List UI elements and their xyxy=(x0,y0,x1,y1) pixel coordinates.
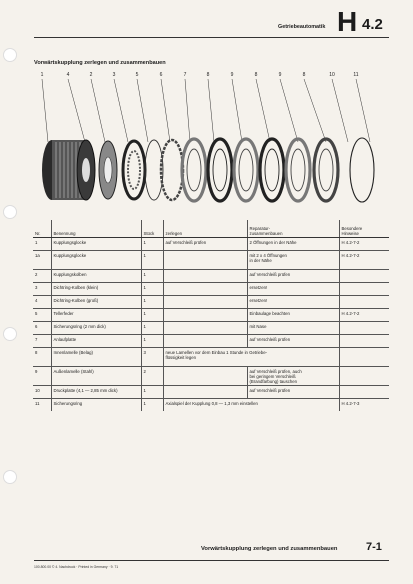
cell-zerlegen: auf Verschleiß prüfen xyxy=(163,238,247,251)
cell-stueck: 1 xyxy=(141,270,163,283)
leader-line xyxy=(42,79,48,142)
clutch-disc-lined xyxy=(234,139,258,201)
cell-zusammenbauen: Einbaulage beachten xyxy=(247,309,339,322)
cell-nr: 8 xyxy=(33,348,51,367)
cell-hinweise xyxy=(339,283,389,296)
cell-stueck: 2 xyxy=(141,367,163,386)
callout-label: 10 xyxy=(329,72,335,78)
callout-label: 6 xyxy=(159,72,163,78)
clutch-disc-lined-inner xyxy=(187,149,201,191)
footer-imprint: 100.800.00 © 4. Nachdruck · Printed in Germany · 9. 71 xyxy=(34,565,119,569)
callout-label: 3 xyxy=(112,72,116,78)
header-rule xyxy=(34,37,389,38)
callout-label: 7 xyxy=(183,72,187,78)
cell-hinweise xyxy=(339,270,389,283)
punch-hole-middle xyxy=(3,205,17,219)
cell-zusammenbauen: mit 2 x 4 Öffnungen in der Nähe xyxy=(247,251,339,270)
cell-zerlegen xyxy=(163,283,247,296)
table-row xyxy=(33,322,389,335)
steel-plate xyxy=(260,139,284,201)
belleville-spring xyxy=(123,141,145,199)
cell-zerlegen xyxy=(163,296,247,309)
table-row xyxy=(33,283,389,296)
table-row xyxy=(33,386,389,399)
cell-zerlegen xyxy=(163,367,247,386)
steel-plate-inner xyxy=(213,149,227,191)
leader-line xyxy=(114,79,128,142)
punch-hole-lower xyxy=(3,327,17,341)
footer-title: Vorwärtskupplung zerlegen und zusammenbauen xyxy=(201,546,338,552)
cell-nr: 9 xyxy=(33,367,51,386)
callout-label: 9 xyxy=(278,72,282,78)
clutch-disc-lined xyxy=(286,139,310,201)
callout-label: 8 xyxy=(206,72,210,78)
cell-benennung: Innenlamelle (Belag) xyxy=(51,348,141,367)
callout-label: 5 xyxy=(135,72,139,78)
cell-nr: 1a xyxy=(33,251,51,270)
cell-hinweise xyxy=(339,386,389,399)
clutch-disc-lined-inner xyxy=(291,149,305,191)
footer-rule xyxy=(34,560,389,561)
clutch-disc-lined xyxy=(182,139,206,201)
cell-zerlegen xyxy=(163,322,247,335)
cell-zusammenbauen: ersetzen! xyxy=(247,296,339,309)
leader-line xyxy=(161,79,170,142)
col-zerlegen: zerlegen xyxy=(163,220,247,238)
col-nr: Nr. xyxy=(33,220,51,238)
callout-label: 8 xyxy=(254,72,258,78)
cell-zerlegen xyxy=(163,309,247,322)
header-number: 4.2 xyxy=(362,16,383,33)
leader-line xyxy=(232,79,242,142)
leader-line xyxy=(91,79,105,142)
thrust-plate xyxy=(161,140,183,200)
cell-benennung: Kupplungsglocke xyxy=(51,238,141,251)
table-row xyxy=(33,348,389,367)
col-stueck: Stück xyxy=(141,220,163,238)
table-row xyxy=(33,251,389,270)
cell-benennung: Tellerfeder xyxy=(51,309,141,322)
cell-zusammenbauen: auf Verschleiß prüfen xyxy=(247,335,339,348)
leader-line xyxy=(208,79,214,142)
cell-benennung: Sicherungsring (2 mm dick) xyxy=(51,322,141,335)
table-row xyxy=(33,399,389,412)
callout-label: 9 xyxy=(230,72,234,78)
section-title: Vorwärtskupplung zerlegen und zusammenbauen xyxy=(34,60,166,66)
cell-zerlegen: neue Lamellen vor dem Einbau 1 Stunde in Getriebe- flüssigkeit legen xyxy=(163,348,339,367)
cell-nr: 1 xyxy=(33,238,51,251)
cell-benennung: Außenlamelle (Stahl) xyxy=(51,367,141,386)
cell-stueck: 1 xyxy=(141,335,163,348)
cell-hinweise: H 4.2-7-2 xyxy=(339,251,389,270)
leader-line xyxy=(137,79,148,142)
cell-stueck: 3 xyxy=(141,348,163,367)
table-row xyxy=(33,367,389,386)
cell-hinweise xyxy=(339,296,389,309)
cell-nr: 7 xyxy=(33,335,51,348)
leader-line xyxy=(256,79,270,142)
cell-benennung: Kupplungskolben xyxy=(51,270,141,283)
leader-line xyxy=(185,79,190,142)
snap-ring-large xyxy=(350,138,374,202)
header-section-label: Getriebeautomatik xyxy=(278,24,326,30)
col-benennung: Benennung xyxy=(51,220,141,238)
pressure-plate xyxy=(314,139,338,201)
cell-stueck: 1 xyxy=(141,251,163,270)
cell-hinweise: H 4.2-7-2 xyxy=(339,309,389,322)
clutch-disc-lined-inner xyxy=(239,149,253,191)
cell-zerlegen xyxy=(163,251,247,270)
cell-zerlegen xyxy=(163,386,247,399)
cell-nr: 10 xyxy=(33,386,51,399)
pressure-plate-inner xyxy=(319,149,333,191)
exploded-view-illustration xyxy=(30,70,390,210)
cell-benennung: Anlaufplatte xyxy=(51,335,141,348)
cell-zusammenbauen: auf Verschleiß prüfen xyxy=(247,270,339,283)
cell-stueck: 1 xyxy=(141,296,163,309)
cell-benennung: Dichtring-Kolben (klein) xyxy=(51,283,141,296)
leader-line xyxy=(68,79,85,142)
cell-hinweise xyxy=(339,348,389,367)
parts-table xyxy=(33,220,389,411)
cell-zusammenbauen: auf Verschleiß prüfen, auch bei geringem Verschleiß (Brandfarbung) tauschen xyxy=(247,367,339,386)
punch-hole-bottom xyxy=(3,470,17,484)
cell-zusammenbauen: ersetzen! xyxy=(247,283,339,296)
leader-line xyxy=(332,79,348,142)
header-letter: H xyxy=(337,6,358,37)
cell-stueck: 1 xyxy=(141,238,163,251)
callout-label: 1 xyxy=(40,72,44,78)
cell-zerlegen: Axialspiel der Kupplung 0,8 — 1,3 mm einstellen xyxy=(163,399,339,412)
footer-page-number: 7-1 xyxy=(366,541,382,553)
spring-fingers xyxy=(128,151,140,189)
cell-hinweise xyxy=(339,322,389,335)
callout-label: 2 xyxy=(89,72,93,78)
callout-label: 4 xyxy=(66,72,70,78)
cell-stueck: 1 xyxy=(141,309,163,322)
clutch-drum-bore xyxy=(82,158,90,182)
cell-benennung: Kupplungsglocke xyxy=(51,251,141,270)
cell-benennung: Druckplatte (4,1 — 2,85 mm dick) xyxy=(51,386,141,399)
cell-nr: 2 xyxy=(33,270,51,283)
cell-stueck: 1 xyxy=(141,386,163,399)
leader-line xyxy=(280,79,298,142)
cell-zerlegen xyxy=(163,335,247,348)
cell-hinweise xyxy=(339,367,389,386)
cell-hinweise xyxy=(339,335,389,348)
cell-benennung: Sicherungsring xyxy=(51,399,141,412)
cell-zerlegen xyxy=(163,270,247,283)
steel-plate xyxy=(208,139,232,201)
cell-nr: 4 xyxy=(33,296,51,309)
table-row xyxy=(33,270,389,283)
cell-nr: 11 xyxy=(33,399,51,412)
cell-stueck: 1 xyxy=(141,283,163,296)
table-row xyxy=(33,335,389,348)
cell-stueck: 1 xyxy=(141,322,163,335)
cell-stueck: 1 xyxy=(141,399,163,412)
piston-bore xyxy=(104,157,112,183)
callout-label: 8 xyxy=(302,72,306,78)
callout-label: 11 xyxy=(353,72,359,78)
table-row xyxy=(33,238,389,251)
cell-zusammenbauen: mit Nase xyxy=(247,322,339,335)
col-hinweise: Besondere Hinweise xyxy=(339,220,389,238)
cell-nr: 3 xyxy=(33,283,51,296)
table-row xyxy=(33,296,389,309)
col-zusammenbauen: Reparatur- zusammenbauen xyxy=(247,220,339,238)
leader-line xyxy=(304,79,326,142)
cell-nr: 6 xyxy=(33,322,51,335)
steel-plate-inner xyxy=(265,149,279,191)
table-row xyxy=(33,309,389,322)
cell-hinweise: H 4.2-7-3 xyxy=(339,399,389,412)
cell-benennung: Dichtring-Kolben (groß) xyxy=(51,296,141,309)
leader-line xyxy=(356,79,370,142)
punch-hole-top xyxy=(3,48,17,62)
cell-nr: 5 xyxy=(33,309,51,322)
cell-zusammenbauen: 2 Öffnungen in der Nähe xyxy=(247,238,339,251)
cell-zusammenbauen: auf Verschleiß prüfen xyxy=(247,386,339,399)
cell-hinweise: H 4.2-7-2 xyxy=(339,238,389,251)
